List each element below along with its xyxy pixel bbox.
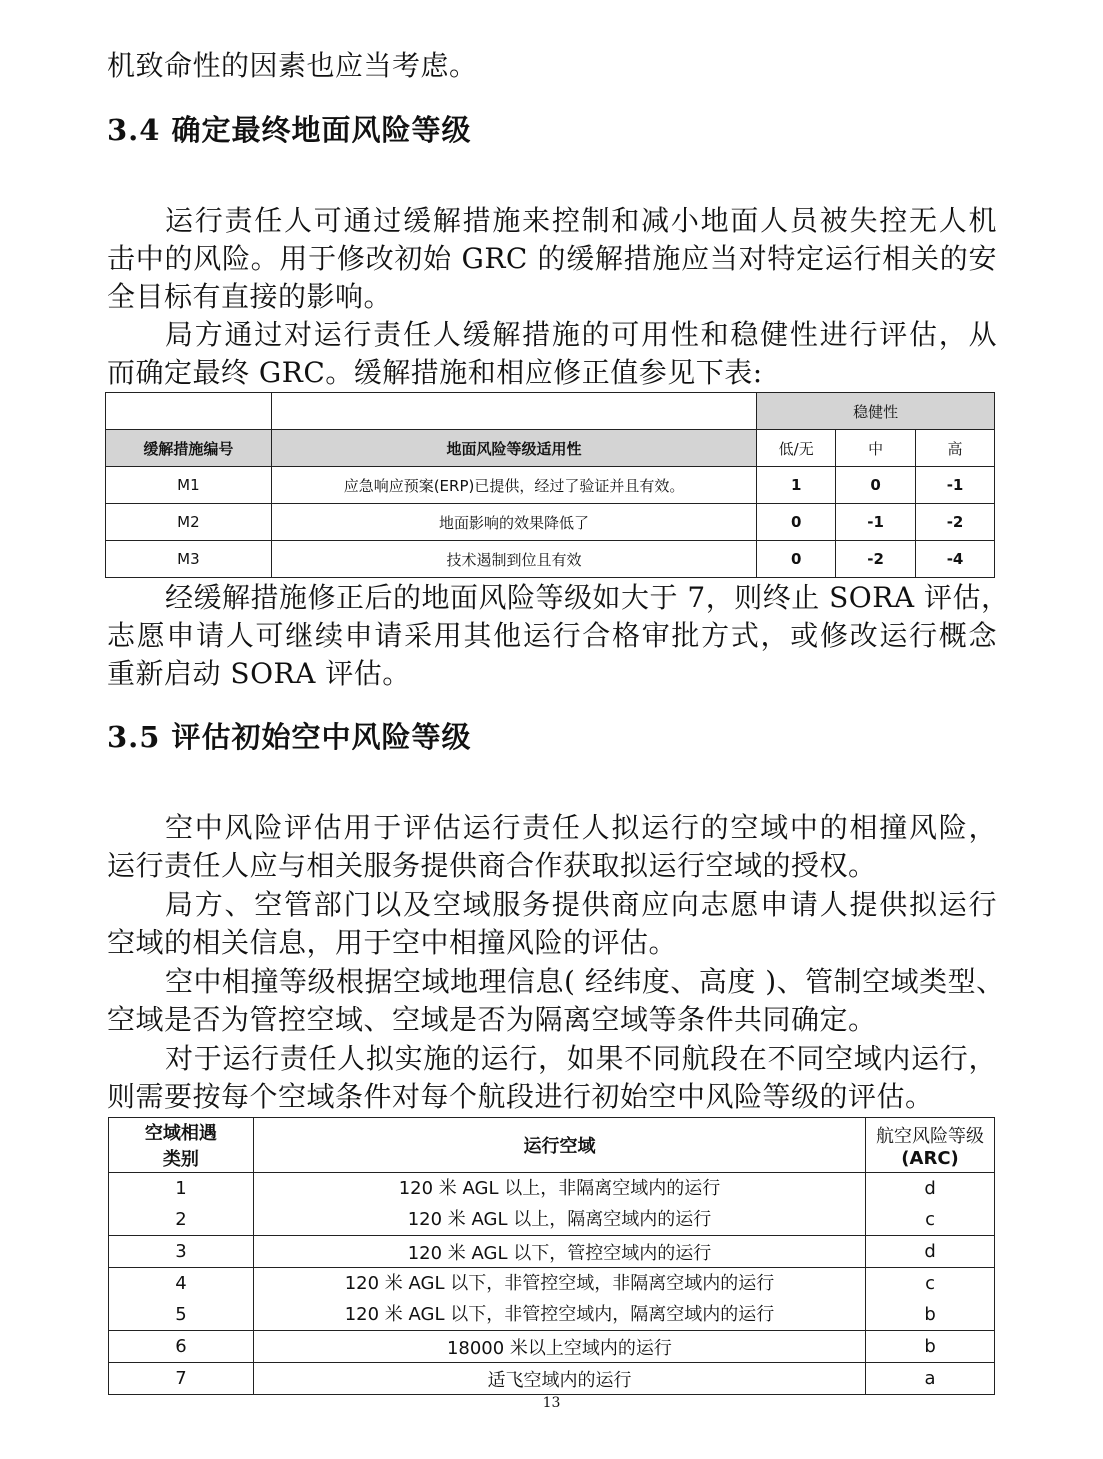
table-row — [106, 541, 995, 578]
paragraph-line: 空中风险评估用于评估运行责任人拟运行的空域中的相撞风险， — [165, 811, 997, 844]
col-header-low: 低/无 — [757, 430, 836, 467]
paragraph-line: 局方通过对运行责任人缓解措施的可用性和稳健性进行评估，从 — [165, 318, 997, 351]
paragraph-line: 全目标有直接的影响。 — [107, 280, 393, 313]
arc-value: d — [866, 1236, 995, 1268]
airspace-value: 18000 米以上空域内的运行 — [253, 1331, 865, 1363]
value-high: -4 — [916, 541, 995, 578]
category-cell — [109, 1173, 254, 1236]
category-value: 2 — [175, 1209, 187, 1230]
category-value: 6 — [109, 1331, 254, 1363]
col-header-high: 高 — [916, 430, 995, 467]
mitigation-id: M1 — [106, 467, 272, 504]
mitigation-table — [105, 392, 995, 578]
value-mid: 0 — [836, 467, 916, 504]
paragraph-line: 重新启动 SORA 评估。 — [107, 657, 411, 690]
category-value: 3 — [109, 1236, 254, 1268]
paragraph-line: 经缓解措施修正后的地面风险等级如大于 7，则终止 SORA 评估， — [165, 581, 1010, 614]
airspace-cell — [253, 1268, 865, 1331]
intro-line: 机致命性的因素也应当考虑。 — [107, 49, 478, 82]
paragraph-line: 而确定最终 GRC。缓解措施和相应修正值参见下表: — [107, 356, 763, 389]
arc-value: d — [924, 1178, 936, 1199]
arc-cell — [866, 1268, 995, 1331]
value-high: -1 — [916, 467, 995, 504]
value-low: 0 — [757, 504, 836, 541]
mitigation-desc: 技术遏制到位且有效 — [271, 541, 756, 578]
col-header-id: 缓解措施编号 — [106, 430, 272, 467]
col-header-arc-line2: (ARC) — [901, 1147, 959, 1169]
airspace-value: 120 米 AGL 以下，非管控空域，非隔离空域内的运行 — [344, 1273, 775, 1294]
category-value: 1 — [175, 1178, 187, 1199]
airspace-cell — [253, 1173, 865, 1236]
col-header-airspace: 运行空域 — [253, 1118, 865, 1173]
table-row — [109, 1363, 995, 1395]
col-header-arc-line1: 航空风险等级 — [876, 1125, 985, 1147]
arc-value: c — [925, 1209, 935, 1230]
empty-cell — [106, 393, 272, 430]
arc-value: a — [866, 1363, 995, 1395]
col-header-category-line1: 空域相遇 — [144, 1123, 217, 1144]
table-row — [109, 1331, 995, 1363]
paragraph-line: 局方、空管部门以及空域服务提供商应向志愿申请人提供拟运行 — [165, 888, 997, 921]
paragraph-line: 对于运行责任人拟实施的运行，如果不同航段在不同空域内运行， — [165, 1042, 997, 1075]
airspace-value: 适飞空域内的运行 — [253, 1363, 865, 1395]
arc-value: b — [924, 1304, 936, 1325]
airspace-table — [108, 1117, 995, 1395]
mitigation-id: M3 — [106, 541, 272, 578]
paragraph-line: 空中相撞等级根据空域地理信息( 经纬度、高度 )、管制空域类型、 — [165, 965, 1005, 998]
category-value: 4 — [175, 1273, 187, 1294]
col-header-arc — [866, 1118, 995, 1173]
paragraph-line: 则需要按每个空域条件对每个航段进行初始空中风险等级的评估。 — [107, 1080, 934, 1113]
arc-value: b — [866, 1331, 995, 1363]
paragraph-line: 空域的相关信息，用于空中相撞风险的评估。 — [107, 926, 678, 959]
value-high: -2 — [916, 504, 995, 541]
table-row — [109, 1268, 995, 1331]
category-cell — [109, 1268, 254, 1331]
value-low: 1 — [757, 467, 836, 504]
value-low: 0 — [757, 541, 836, 578]
airspace-value: 120 米 AGL 以下，非管控空域内，隔离空域内的运行 — [344, 1304, 775, 1325]
table-row — [106, 467, 995, 504]
airspace-value: 120 米 AGL 以下，管控空域内的运行 — [253, 1236, 865, 1268]
section-heading-3-4: 3.4 确定最终地面风险等级 — [107, 113, 472, 147]
table-row — [109, 1236, 995, 1268]
airspace-value: 120 米 AGL 以上，隔离空域内的运行 — [407, 1209, 712, 1230]
table-row — [109, 1173, 995, 1236]
robustness-header: 稳健性 — [757, 393, 995, 430]
paragraph-line: 志愿申请人可继续申请采用其他运行合格审批方式，或修改运行概念 — [107, 619, 997, 652]
mitigation-id: M2 — [106, 504, 272, 541]
mitigation-desc: 地面影响的效果降低了 — [271, 504, 756, 541]
category-value: 5 — [175, 1304, 187, 1325]
paragraph-line: 击中的风险。用于修改初始 GRC 的缓解措施应当对特定运行相关的安 — [107, 242, 997, 275]
col-header-category — [109, 1118, 254, 1173]
table-row — [106, 504, 995, 541]
col-header-mid: 中 — [836, 430, 916, 467]
value-mid: -1 — [836, 504, 916, 541]
airspace-value: 120 米 AGL 以上，非隔离空域内的运行 — [398, 1178, 721, 1199]
paragraph-line: 运行责任人可通过缓解措施来控制和减小地面人员被失控无人机 — [165, 204, 997, 237]
col-header-applicability: 地面风险等级适用性 — [271, 430, 756, 467]
paragraph-line: 空域是否为管控空域、空域是否为隔离空域等条件共同确定。 — [107, 1003, 877, 1036]
empty-cell — [271, 393, 756, 430]
paragraph-line: 运行责任人应与相关服务提供商合作获取拟运行空域的授权。 — [107, 849, 877, 882]
value-mid: -2 — [836, 541, 916, 578]
mitigation-desc: 应急响应预案(ERP)已提供，经过了验证并且有效。 — [271, 467, 756, 504]
col-header-category-line2: 类别 — [162, 1149, 199, 1170]
page-number: 13 — [542, 1395, 561, 1411]
category-value: 7 — [109, 1363, 254, 1395]
arc-value: c — [925, 1273, 935, 1294]
section-heading-3-5: 3.5 评估初始空中风险等级 — [107, 720, 472, 754]
arc-cell — [866, 1173, 995, 1236]
